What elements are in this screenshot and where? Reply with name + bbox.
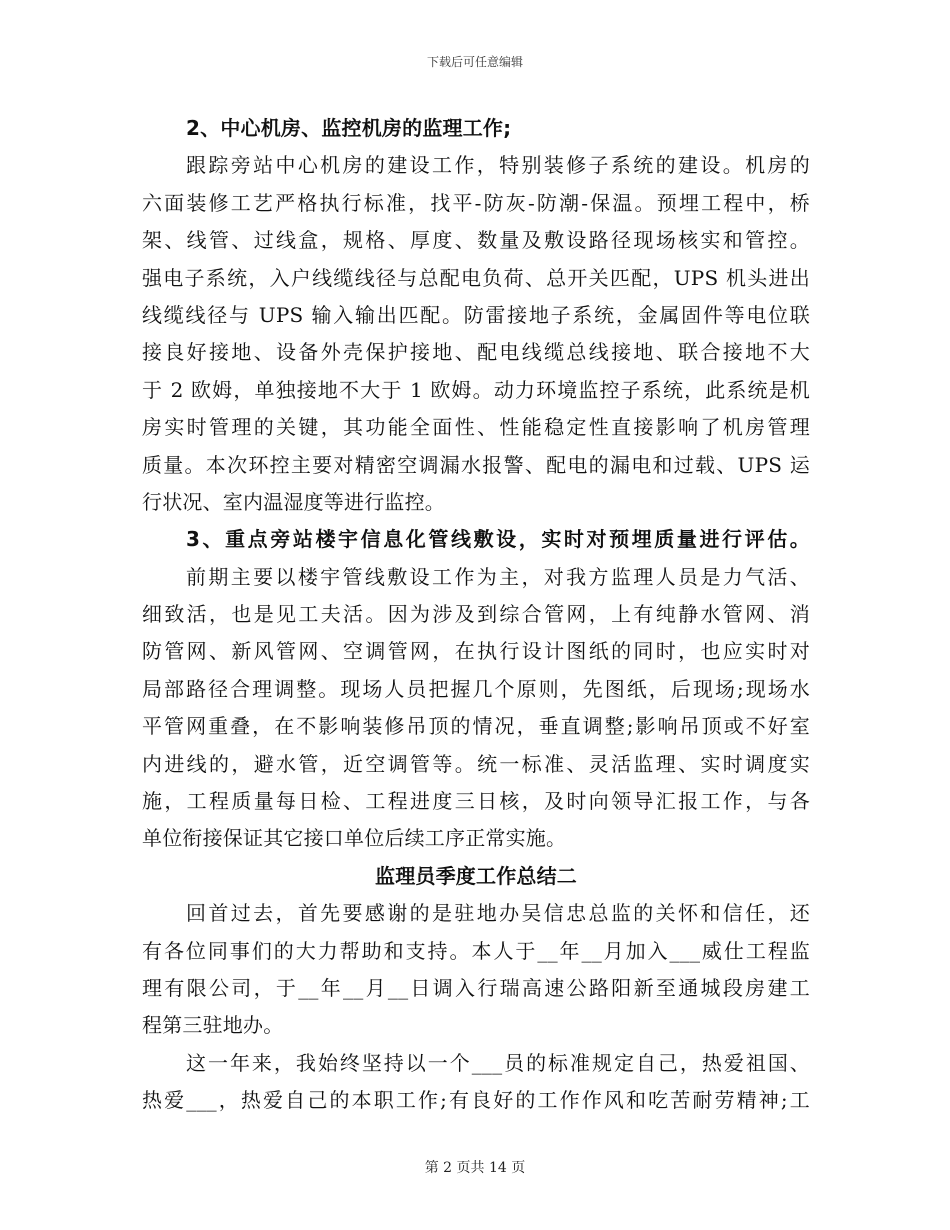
paragraph-line: 回首过去，首先要感谢的是驻地办吴信忠总监的关怀和信任，还 (186, 901, 810, 926)
paragraph-line: 六面装修工艺严格执行标准，找平-防灰-防潮-保温。预埋工程中，桥 (142, 190, 810, 215)
paragraph-line: 跟踪旁站中心机房的建设工作，特别装修子系统的建设。机房的 (186, 153, 810, 178)
paragraph-line: 程第三驻地办。 (142, 1013, 284, 1038)
paragraph-line: 这一年来，我始终坚持以一个___员的标准规定自己，热爱祖国、 (186, 1050, 810, 1075)
paragraph-line: 施，工程质量每日检、工程进度三日核，及时向领导汇报工作，与各 (142, 789, 810, 814)
page-footer: 第 2 页共 14 页 (424, 1160, 526, 1176)
section-heading: 2、中心机房、监控机房的监理工作; (186, 116, 512, 140)
document-body (142, 110, 810, 1120)
paragraph-line: 有各位同事们的大力帮助和支持。本人于__年__月加入___威仕工程监 (142, 938, 810, 963)
paragraph-line: 前期主要以楼宇管线敷设工作为主，对我方监理人员是力气活、 (186, 564, 810, 589)
paragraph-line: 理有限公司，于__年__月__日调入行瑞高速公路阳新至通城段房建工 (142, 975, 810, 1000)
paragraph-line: 接良好接地、设备外壳保护接地、配电线缆总线接地、联合接地不大 (142, 340, 810, 365)
paragraph-line: 防管网、新风管网、空调管网，在执行设计图纸的同时，也应实时对 (142, 639, 810, 664)
paragraph-line: 单位衔接保证其它接口单位后续工序正常实施。 (142, 826, 567, 851)
paragraph-line: 内进线的，避水管，近空调管等。统一标准、灵活监理、实时调度实 (142, 751, 810, 776)
paragraph-line: 质量。本次环控主要对精密空调漏水报警、配电的漏电和过载、UPS 运 (142, 452, 810, 477)
paragraph-line: 强电子系统，入户线缆线径与总配电负荷、总开关匹配，UPS 机头进出 (142, 265, 810, 290)
paragraph-line: 架、线管、过线盒，规格、厚度、数量及敷设路径现场核实和管控。 (142, 228, 810, 253)
paragraph-line: 平管网重叠，在不影响装修吊顶的情况，垂直调整;影响吊顶或不好室 (142, 714, 810, 739)
paragraph-line: 热爱___，热爱自己的本职工作;有良好的工作作风和吃苦耐劳精神;工 (142, 1088, 810, 1113)
paragraph-line: 于 2 欧姆，单独接地不大于 1 欧姆。动力环境监控子系统，此系统是机 (142, 377, 810, 402)
page-header: 下载后可任意编辑 (426, 55, 523, 69)
paragraph-line: 房实时管理的关键，其功能全面性、性能稳定性直接影响了机房管理 (142, 415, 810, 440)
section-heading: 3、重点旁站楼宇信息化管线敷设，实时对预埋质量进行评估。 (186, 527, 810, 552)
paragraph-line: 行状况、室内温湿度等进行监控。 (142, 489, 445, 514)
paragraph-line: 局部路径合理调整。现场人员把握几个原则，先图纸，后现场;现场水 (142, 676, 810, 701)
paragraph-line: 线缆线径与 UPS 输入输出匹配。防雷接地子系统，金属固件等电位联 (142, 302, 810, 327)
paragraph-line: 细致活，也是见工夫活。因为涉及到综合管网，上有纯静水管网、消 (142, 602, 810, 627)
section-title: 监理员季度工作总结二 (375, 863, 577, 888)
